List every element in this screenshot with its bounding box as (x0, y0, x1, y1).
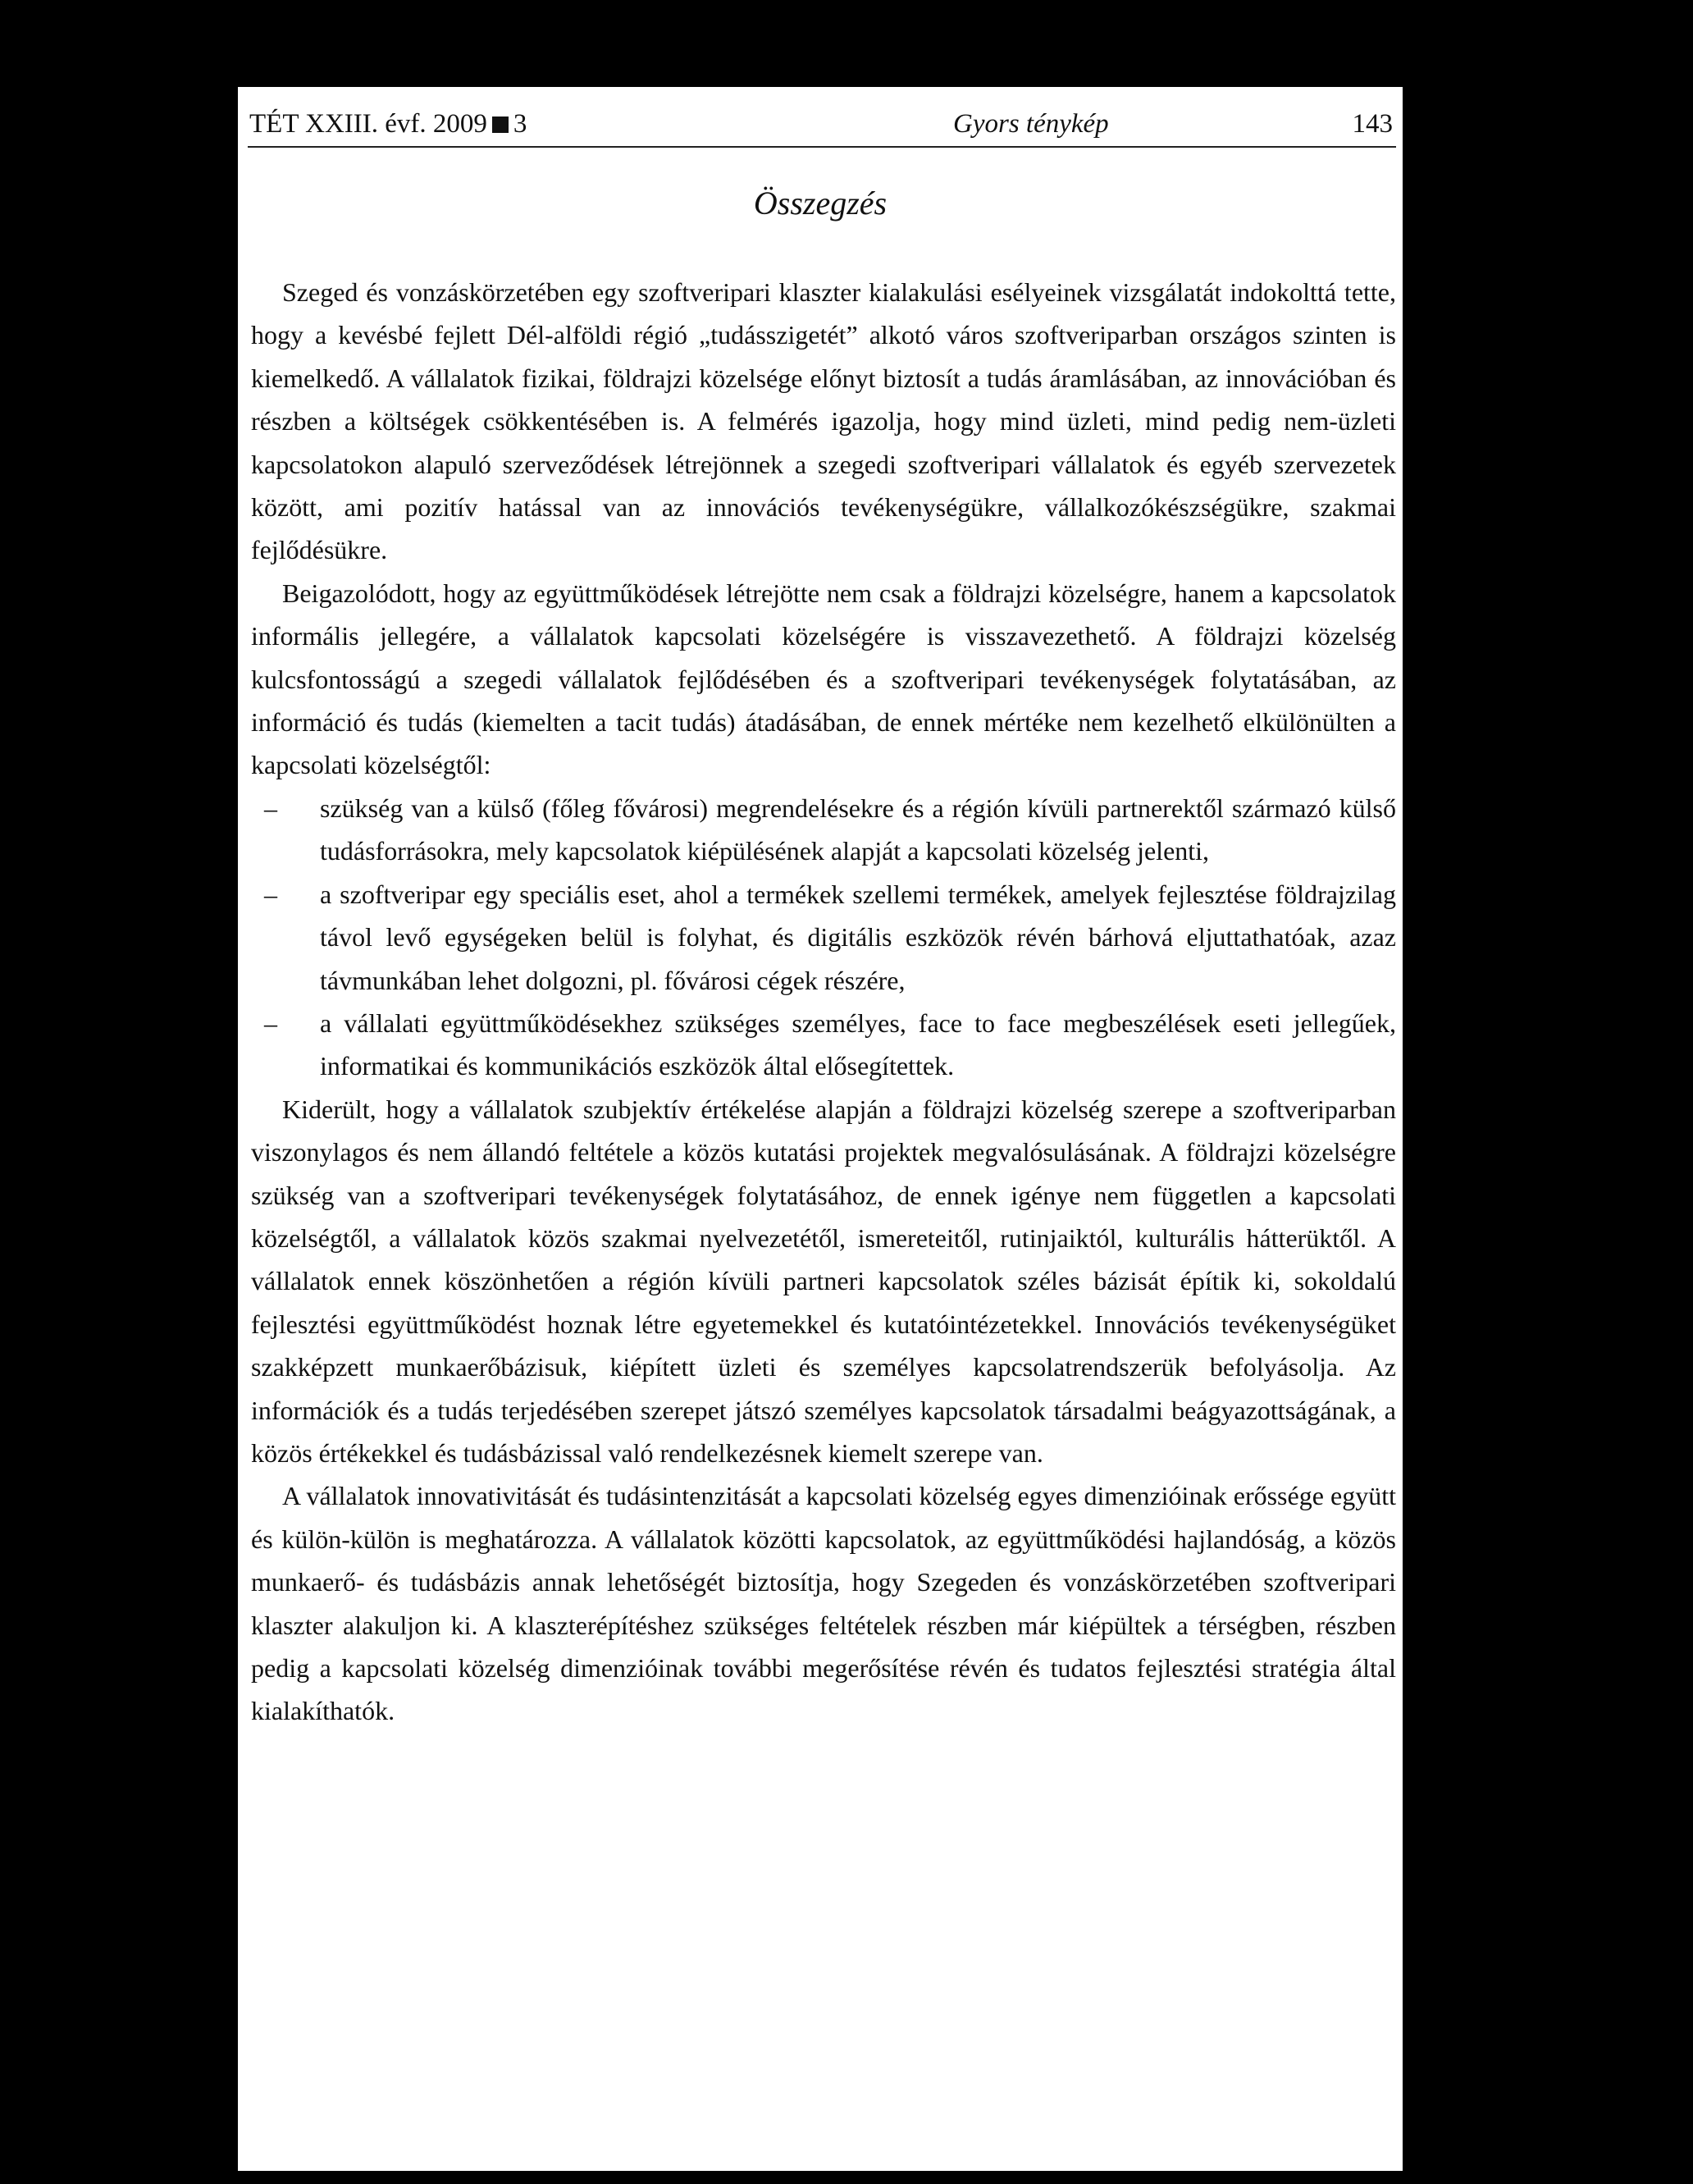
paragraph: Szeged és vonzáskörzetében egy szoftveripari klaszter kialakulási esélyeinek vizsgálatát indokolttá tette, hogy a kevésbé fejlett Dél-alföldi régió „tudásszigetét” alkotó város szoftveriparban országos szinten is kiemelkedő. A vállalatok fizikai, földrajzi közelsége előnyt biztosít a tudás áramlásában, az innovációban és részben a költségek csökkentésében is. A felmérés igazolja, hogy mind üzleti, mind pedig nem-üzleti kapcsolatokon alapuló szerveződések létrejönnek a szegedi szoftveripari vállalatok és egyéb szervezetek között, ami pozitív hatással van az innovációs tevékenységükre, vállalkozókészségükre, szakmai fejlődésükre. (251, 277, 1396, 565)
dash-marker: – (264, 1007, 277, 1038)
paragraph: Kiderült, hogy a vállalatok szubjektív értékelése alapján a földrajzi közelség szerepe a szoftveriparban viszonylagos és nem állandó feltétele a közös kutatási projektek megvalósulásának. A földrajzi közelségre szükség van a szoftveripari tevékenységek folytatásához, de ennek igénye nem független a kapcsolati közelségtől, a vállalatok közös szakmai nyelvezetétől, ismereteitől, rutinjaiktól, kulturális hátterüktől. A vállalatok ennek köszönhetően a régión kívüli partneri kapcsolatok széles bázisát építik ki, sokoldalú fejlesztési együttműködést hoznak létre egyetemekkel és kutatóintézetekkel. Innovációs tevékenységüket szakképzett munkaerőbázisuk, kiépített üzleti és személyes kapcsolatrendszerük befolyásolja. Az információk és a tudás terjedésében szerepet játszó személyes kapcsolatok társadalmi beágyazottságának, a közös értékekkel és tudásbázissal való rendelkezésnek kiemelt szerepe van. (251, 1094, 1396, 1468)
journal-page (238, 87, 1403, 2171)
page-number: 143 (1352, 109, 1393, 139)
paragraph: A vállalatok innovativitását és tudásintenzitását a kapcsolati közelség egyes dimenzióinak erőssége együtt és külön-külön is meghatározza. A vállalatok közötti kapcsolatok, az együttműködési hajlandóság, a közös munkaerő- és tudásbázis annak lehetőségét biztosítja, hogy Szegeden és vonzáskörzetében szoftveripari klaszter alakuljon ki. A klaszterépítéshez szükséges feltételek részben már kiépültek a térségben, részben pedig a kapcsolati közelség dimenzióinak további megerősítése révén és tudatos fejlesztési stratégia által kialakíthatók. (251, 1481, 1396, 1726)
journal-issue (249, 102, 527, 146)
list-item-text: szükség van a külső (főleg fővárosi) megrendelésekre és a régión kívüli partnerektől származó külső tudásforrásokra, mely kapcsolatok kiépülésének alapját a kapcsolati közelség jelenti, (320, 793, 1396, 866)
paragraph: Beigazolódott, hogy az együttműködések létrejötte nem csak a földrajzi közelségre, hanem a kapcsolatok informális jellegére, a vállalatok kapcsolati közelségére is visszavezethető. A földrajzi közelség kulcsfontosságú a szegedi vállalatok fejlődésében és a szoftveripari tevékenységek folytatásában, az információ és tudás (kiemelten a tacit tudás) átadásában, de ennek mértéke nem kezelhető elkülönülten a kapcsolati közelségtől: (251, 578, 1396, 780)
section-title: Összegzés (753, 185, 888, 222)
square-bullet-icon (492, 117, 509, 133)
list-item-text: a szoftveripar egy speciális eset, ahol a termékek szellemi termékek, amelyek fejlesztése földrajzilag távol levő egységeken belül is folyhat, és digitális eszközök révén bárhová eljuttathatóak, azaz távmunkában lehet dolgozni, pl. fővárosi cégek részére, (320, 879, 1396, 995)
list-item (251, 787, 1396, 873)
section-name: Gyors ténykép (953, 109, 1109, 139)
journal-volume-year: TÉT XXIII. évf. 2009 (249, 109, 487, 139)
article-body (251, 271, 1396, 1733)
issue-number: 3 (513, 109, 527, 139)
list-item (251, 873, 1396, 1002)
dash-marker: – (264, 793, 277, 823)
list-item (251, 1002, 1396, 1088)
dash-list (251, 787, 1396, 1088)
list-item-text: a vállalati együttműködésekhez szükséges személyes, face to face megbeszélések eseti jellegűek, informatikai és kommunikációs eszközök által elősegítettek. (320, 1007, 1396, 1081)
dash-marker: – (264, 879, 277, 909)
running-head (248, 102, 1396, 148)
